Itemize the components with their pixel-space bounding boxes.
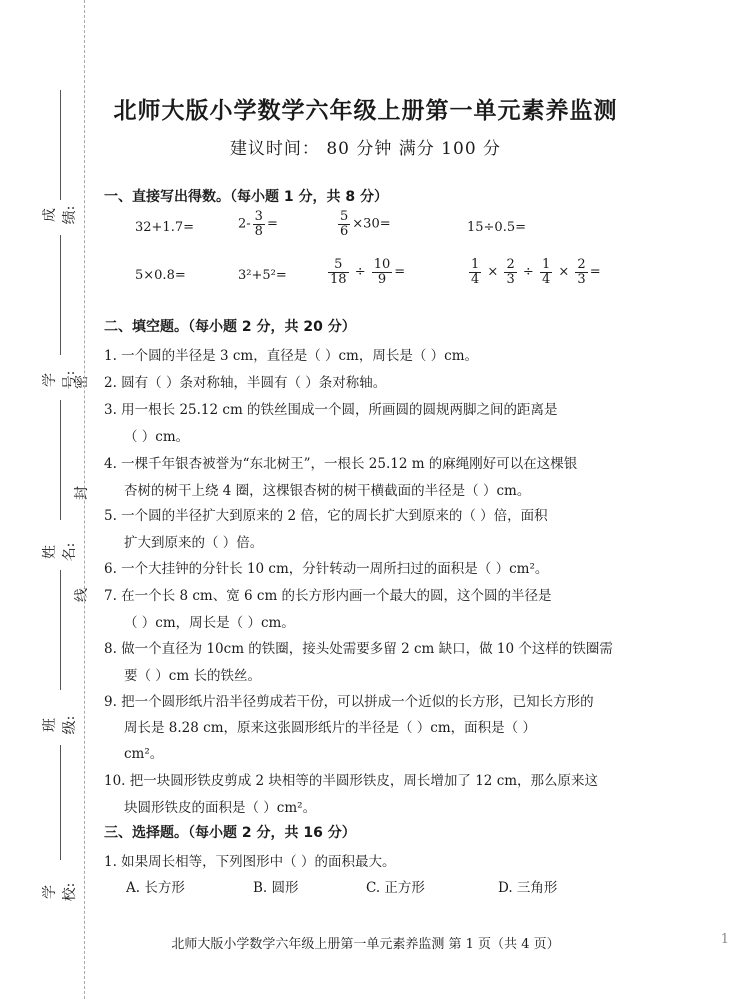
score-label: 成绩: xyxy=(42,205,78,225)
binding-line xyxy=(60,745,61,860)
question-line: 5. 一个圆的半径扩大到原来的 2 倍，它的周长扩大到原来的（ ）倍，面积 xyxy=(104,508,548,524)
fraction: $\frac{1}{4}$ xyxy=(471,257,480,287)
question-line: 4. 一棵千年银杏被誉为“东北树王”，一根长 25.12 m 的麻绳刚好可以在这棵银 xyxy=(104,456,578,472)
name-label: 姓名: xyxy=(42,542,78,562)
binding-line xyxy=(60,570,61,690)
question-line: 要（ ）cm 长的铁丝。 xyxy=(124,668,261,684)
binding-line xyxy=(60,235,61,355)
calc-1a: 32+1.7= xyxy=(135,220,195,235)
calc-1d: 15÷0.5= xyxy=(467,220,527,235)
question-line: 9. 把一个圆形纸片沿半径剪成若干份，可以拼成一个近似的长方形，已知长方形的 xyxy=(104,694,594,710)
question-line: 7. 在一个长 8 cm、宽 6 cm 的长方形内画一个最大的圆，这个圆的半径是 xyxy=(104,588,552,604)
question-line: cm²。 xyxy=(124,746,164,762)
question-line: 6. 一个大挂钟的分针长 10 cm，分针转动一周所扫过的面积是（ ）cm²。 xyxy=(104,561,549,577)
fraction: $\frac{1}{4}$ xyxy=(541,257,551,287)
school-label: 学校: xyxy=(42,882,78,902)
question-line: 2. 圆有（ ）条对称轴，半圆有（ ）条对称轴。 xyxy=(104,375,387,391)
section-3-heading: 三、选择题。（每小题 2 分，共 16 分） xyxy=(104,825,356,841)
section-1-heading: 一、直接写出得数。（每小题 1 分，共 8 分） xyxy=(104,189,388,205)
page-edge-number: 1 xyxy=(720,932,729,947)
seal-xian: 线 xyxy=(74,588,90,602)
page-title: 北师大版小学数学六年级上册第一单元素养监测 xyxy=(113,98,618,124)
question-line: 1. 一个圆的半径是 3 cm，直径是（ ）cm，周长是（ ）cm。 xyxy=(104,348,479,364)
option-b: B. 圆形 xyxy=(253,880,299,896)
question-line: 扩大到原来的（ ）倍。 xyxy=(124,535,264,551)
student-id-label: 学号: xyxy=(42,370,78,390)
fraction: $\frac{2}{3}$ xyxy=(506,257,515,287)
fraction: $\frac{2}{3}$ xyxy=(577,257,586,287)
class-label: 班级: xyxy=(42,715,78,735)
question-line: （ ）cm。 xyxy=(124,429,190,445)
question-line: 1. 如果周长相等，下列图形中（ ）的面积最大。 xyxy=(104,854,396,870)
fraction: $\frac{5}{18}$ xyxy=(330,257,347,287)
calc-2b: 3²+5²= xyxy=(238,268,287,283)
binding-line xyxy=(60,400,61,520)
question-line: 8. 做一个直径为 10cm 的铁圈，接头处需要多留 2 cm 缺口，做 10 个这样的铁圈需 xyxy=(104,641,613,657)
fraction: $\frac{5}{6}$ xyxy=(340,209,349,239)
fraction: $\frac{10}{9}$ xyxy=(373,257,391,287)
question-line: 3. 用一根长 25.12 cm 的铁丝围成一个圆，所画圆的圆规两脚之间的距离是 xyxy=(104,402,558,418)
question-line: 10. 把一块圆形铁皮剪成 2 块相等的半圆形铁皮，周长增加了 12 cm，那么原来这 xyxy=(104,773,599,789)
calc-1b: 2- $\frac{3}{8}$ = xyxy=(238,209,278,239)
option-d: D. 三角形 xyxy=(498,880,558,896)
page-subtitle: 建议时间： 80 分钟 满分 100 分 xyxy=(229,139,502,159)
fraction: $\frac{3}{8}$ xyxy=(254,209,263,239)
section-2-heading: 二、填空题。（每小题 2 分，共 20 分） xyxy=(104,319,356,335)
calc-1c: $\frac{5}{6}$ ×30= xyxy=(340,209,391,239)
page-footer: 北师大版小学数学六年级上册第一单元素养监测 第 1 页（共 4 页） xyxy=(171,937,560,952)
question-line: 块圆形铁皮的面积是（ ）cm²。 xyxy=(124,800,317,816)
question-line: （ ）cm，周长是（ ）cm。 xyxy=(124,615,295,631)
option-a: A. 长方形 xyxy=(126,880,185,896)
calc-2c: $\frac{5}{18}$ ÷ $\frac{10}{9}$ = xyxy=(330,257,406,287)
question-line: 杏树的树干上绕 4 圈，这棵银杏树的树干横截面的半径是（ ）cm。 xyxy=(124,483,531,499)
calc-2a: 5×0.8= xyxy=(135,268,186,283)
question-line: 周长是 8.28 cm，原来这张圆形纸片的半径是（ ）cm，面积是（ ） xyxy=(124,720,536,736)
seal-feng: 封 xyxy=(74,486,90,500)
calc-2d: $\frac{1}{4}$ × $\frac{2}{3}$ ÷ $\frac{1}{4}$ × $\frac{2}{3}$ = xyxy=(471,257,601,287)
seal-mi: 密 xyxy=(74,375,90,389)
option-c: C. 正方形 xyxy=(366,880,425,896)
